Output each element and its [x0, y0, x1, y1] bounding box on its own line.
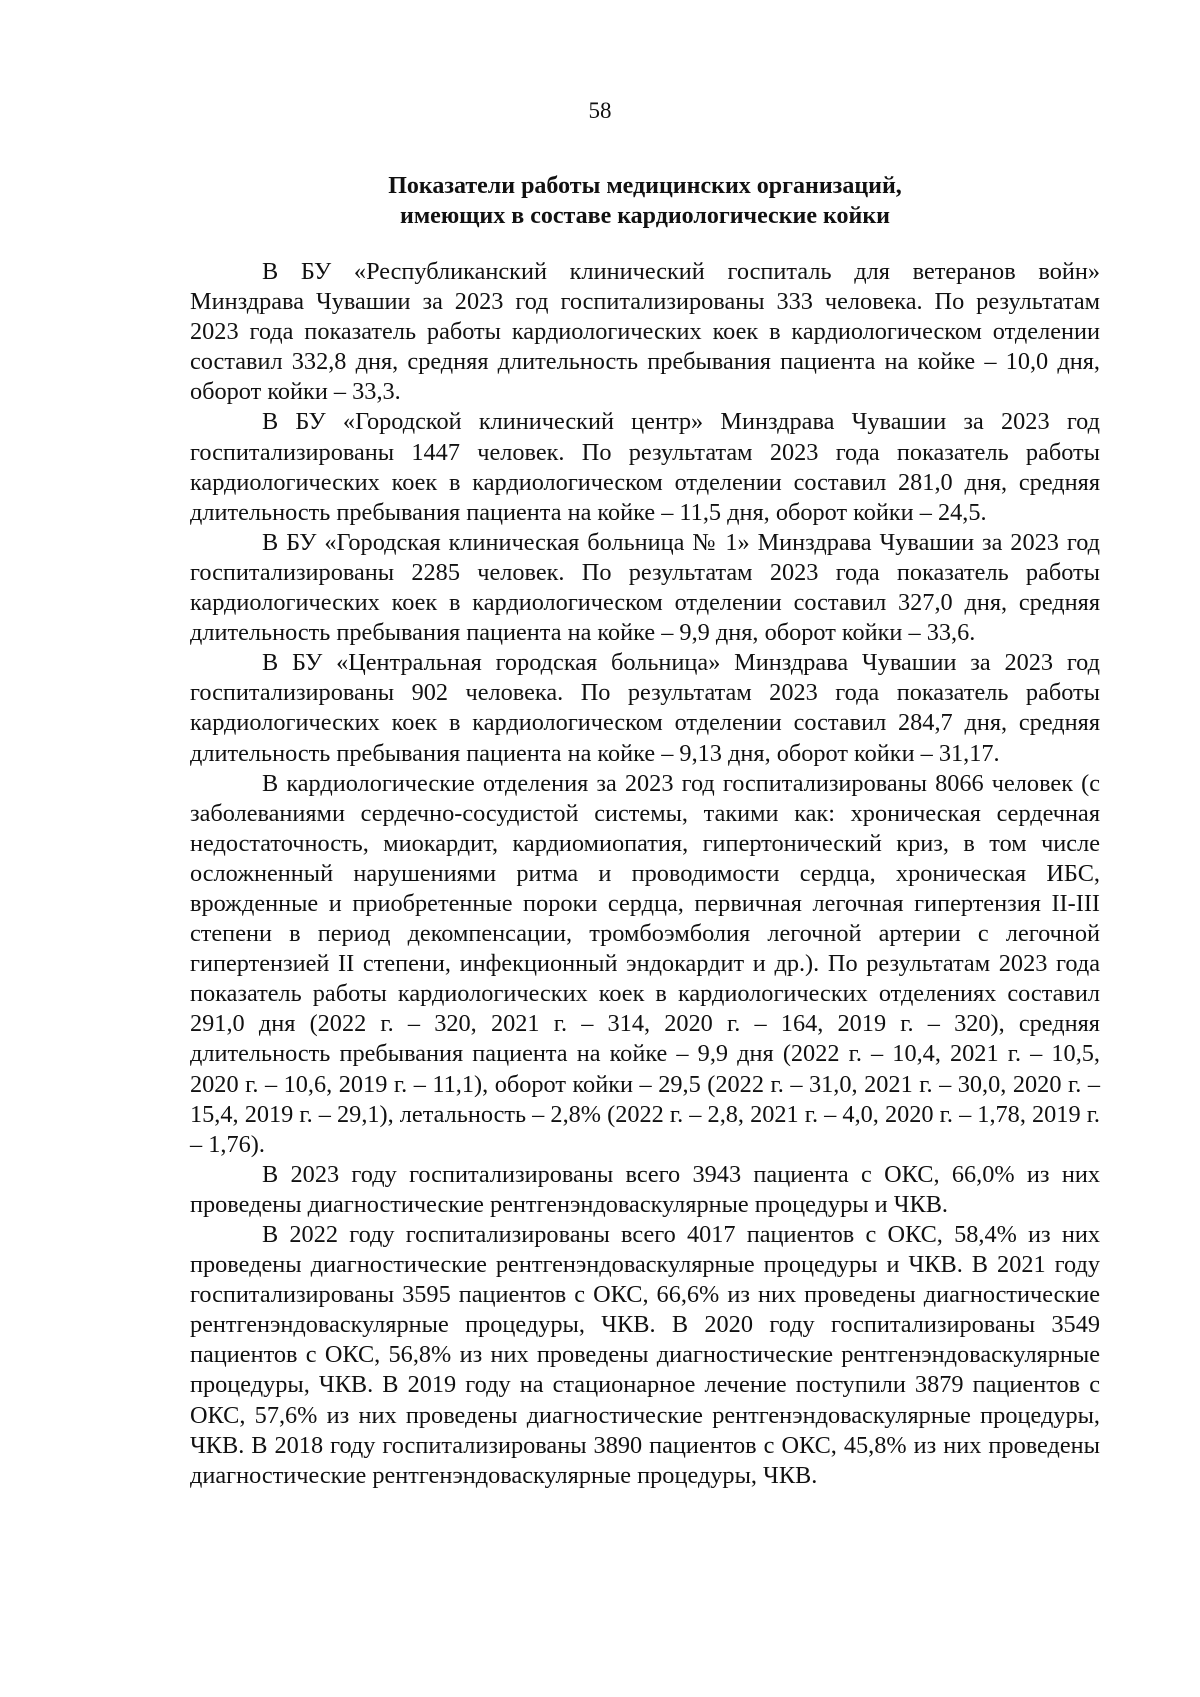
paragraph-city-hospital-1: В БУ «Городская клиническая больница № 1» Минздрава Чувашии за 2023 год госпитализированы 2285 человек. По результатам 2023 года показатель работы кардиологических коек в кардиологическом отделении составил 327,0 дня, средняя длительность пребывания пациента на койке – 9,9 дня, оборот койки – 33,6. [190, 528, 1100, 647]
paragraph-oks-history: В 2022 году госпитализированы всего 4017 пациентов с ОКС, 58,4% из них проведены диагностические рентгенэндоваскулярные процедуры и ЧКВ. В 2021 году госпитализированы 3595 пациентов с ОКС, 66,6% из них проведены диагностические рентгенэндоваскулярные процедуры, ЧКВ. В 2020 году госпитализированы 3549 пациентов с ОКС, 56,8% из них проведены диагностические рентгенэндоваскулярные процедуры, ЧКВ. В 2019 году на стационарное лечение поступили 3879 пациентов с ОКС, 57,6% из них проведены диагностические рентгенэндоваскулярные процедуры, ЧКВ. В 2018 году госпитализированы 3890 пациентов с ОКС, 45,8% из них проведены диагностические рентгенэндоваскулярные процедуры, ЧКВ. [190, 1221, 1100, 1489]
section-title-line-2: имеющих в составе кардиологические койки [400, 203, 890, 229]
paragraph-central-city-hospital: В БУ «Центральная городская больница» Минздрава Чувашии за 2023 год госпитализированы 902 человека. По результатам 2023 года показатель работы кардиологических коек в кардиологическом отделении составил 284,7 дня, средняя длительность пребывания пациента на койке – 9,13 дня, оборот койки – 31,17. [190, 649, 1100, 767]
paragraph-veterans-hospital: В БУ «Республиканский клинический госпиталь для ветеранов войн» Минздрава Чувашии за 2023 год госпитализированы 333 человека. По результатам 2023 года показатель работы кардиологических коек в кардиологическом отделении составил 332,8 дня, средняя длительность пребывания пациента на койке – 10,0 дня, оборот койки – 33,3. [190, 258, 1100, 406]
paragraph-oks-2023: В 2023 году госпитализированы всего 3943 пациента с ОКС, 66,0% из них проведены диагностические рентгенэндоваскулярные процедуры и ЧКВ. [190, 1160, 1100, 1218]
section-title [190, 171, 1100, 231]
paragraph-cardiology-departments: В кардиологические отделения за 2023 год госпитализированы 8066 человек (с заболеваниями сердечно-сосудистой системы, такими как: хроническая сердечная недостаточность, миокардит, кардиомиопатия, гипертонический криз, в том числе осложненный нарушениями ритма и проводимости сердца, хроническая ИБС, врожденные и приобретенные пороки сердца, первичная легочная гипертензия II-III степени в период декомпенсации, тромбоэмболия легочной артерии с легочной гипертензией II степени, инфекционный эндокардит и др.). По результатам 2023 года показатель работы кардиологических коек в кардиологических отделениях составил 291,0 дня (2022 г. – 320, 2021 г. – 314, 2020 г. – 164, 2019 г. – 320), средняя длительность пребывания пациента на койке – 9,9 дня (2022 г. – 10,4, 2021 г. – 10,5, 2020 г. – 10,6, 2019 г. – 11,1), оборот койки – 29,5 (2022 г. – 31,0, 2021 г. – 30,0, 2020 г. – 15,4, 2019 г. – 29,1), летальность – 2,8% (2022 г. – 2,8, 2021 г. – 4,0, 2020 г. – 1,78, 2019 г. – 1,76). [190, 769, 1100, 1158]
page-number: 58 [588, 98, 612, 123]
paragraph-city-clinical-center: В БУ «Городской клинический центр» Минздрава Чувашии за 2023 год госпитализированы 1447 человек. По результатам 2023 года показатель работы кардиологических коек в кардиологическом отделении составил 281,0 дня, средняя длительность пребывания пациента на койке – 11,5 дня, оборот койки – 24,5. [190, 408, 1100, 526]
section-title-line-1: Показатели работы медицинских организаций, [388, 173, 902, 199]
body-text [190, 257, 1100, 1491]
